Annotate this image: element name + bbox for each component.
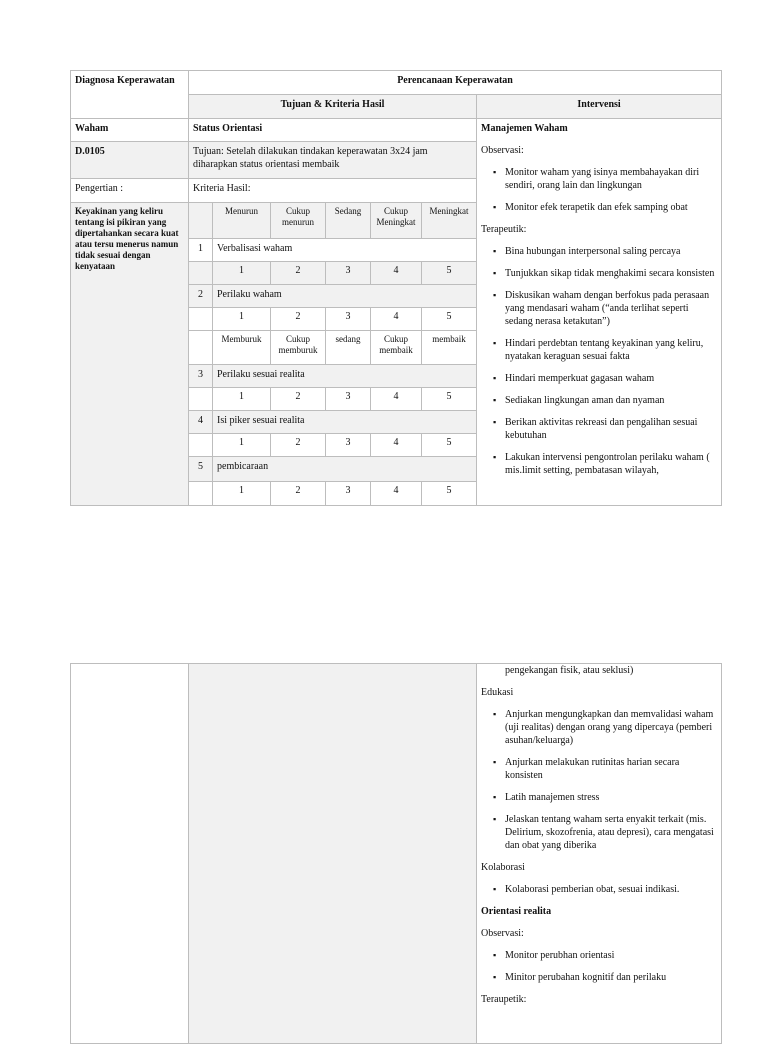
kolaborasi-label: Kolaborasi (481, 862, 525, 873)
terapeutik-label: Teraupetik: (481, 994, 527, 1005)
list-item: ▪ Latih manajemen stress (505, 791, 717, 804)
scale-header-alt-cell: Cukup memburuk (271, 331, 326, 365)
criterion-label: Verbalisasi waham (213, 239, 477, 262)
list-item: ▪ Kolaborasi pemberian obat, sesuai indikasi. (505, 883, 717, 896)
list-item: ▪ Diskusikan waham dengan berfokus pada perasaan yang mendasari waham (“anda terlihat seperti sedang nerasa ketakutan”) (505, 289, 717, 328)
list-item: ▪ Berikan aktivitas rekreasi dan pengalihan sesuai kebutuhan (505, 416, 717, 442)
score-cell: 2 (271, 308, 326, 331)
score-cell: 2 (271, 388, 326, 411)
list-item: ▪ Tunjukkan sikap tidak menghakimi secara konsisten (505, 267, 717, 280)
list-item: ▪ Monitor waham yang isinya membahayakan diri sendiri, orang lain dan lingkungan (505, 166, 717, 192)
scale-header-alt-cell: membaik (422, 331, 477, 365)
list-item: ▪ Anjurkan mengungkapkan dan memvalidasi waham (uji realitas) dengan orang yang dipercaya (pemberi asuhan/keluarga) (505, 708, 717, 747)
criterion-number: 3 (189, 365, 213, 388)
pengertian-label: Pengertian : (71, 179, 189, 203)
score-cell: 4 (371, 434, 422, 457)
list-item: ▪ Bina hubungan interpersonal saling percaya (505, 245, 717, 258)
criterion-number: 4 (189, 411, 213, 434)
scale-header-cell: Menurun (213, 203, 271, 239)
observasi-label: Observasi: (481, 928, 524, 939)
score-cell: 2 (271, 434, 326, 457)
diagnosa-code: D.0105 (71, 142, 189, 179)
criterion-number: 2 (189, 285, 213, 308)
list-item: ▪ Hindari memperkuat gagasan waham (505, 372, 717, 385)
diagnosa-empty-cell (71, 664, 189, 1044)
nursing-plan-table (70, 70, 722, 506)
score-cell: 5 (422, 388, 477, 411)
score-cell: 1 (213, 262, 271, 285)
list-item: ▪ Hindari perdebtan tentang keyakinan yang keliru, nyatakan keraguan sesuai fakta (505, 337, 717, 363)
tujuan-title: Status Orientasi (189, 119, 477, 142)
intervensi-continued-cell (477, 664, 722, 1044)
score-cell: 5 (422, 262, 477, 285)
criterion-label: Perilaku sesuai realita (213, 365, 477, 388)
scale-header-cell: Cukup menurun (271, 203, 326, 239)
criterion-label: Perilaku waham (213, 285, 477, 308)
score-cell: 2 (271, 262, 326, 285)
kriteria-label: Kriteria Hasil: (189, 179, 477, 203)
scale-header-alt-cell: Memburuk (213, 331, 271, 365)
score-cell: 3 (326, 482, 371, 506)
score-cell: 5 (422, 434, 477, 457)
score-cell: 4 (371, 388, 422, 411)
scale-header-alt-cell: sedang (326, 331, 371, 365)
diagnosa-header: Diagnosa Keperawatan (71, 71, 189, 119)
tujuan-kriteria-header: Tujuan & Kriteria Hasil (189, 95, 477, 119)
score-cell: 1 (213, 482, 271, 506)
criterion-number: 1 (189, 239, 213, 262)
perencanaan-header: Perencanaan Keperawatan (189, 71, 722, 95)
intervensi-title: Manajemen Waham (481, 123, 568, 134)
tujuan-text: Tujuan: Setelah dilakukan tindakan keperawatan 3x24 jam diharapkan status orientasi membaik (189, 142, 477, 179)
score-cell: 3 (326, 434, 371, 457)
score-cell: 4 (371, 262, 422, 285)
score-cell: 4 (371, 308, 422, 331)
nursing-plan-table-continued (70, 663, 722, 1044)
score-cell: 1 (213, 434, 271, 457)
edukasi-label: Edukasi (481, 687, 514, 698)
score-cell: 4 (371, 482, 422, 506)
scale-header-alt-cell: Cukup membaik (371, 331, 422, 365)
list-item: ▪ Monitor efek terapetik dan efek samping obat (505, 201, 717, 214)
scale-header-cell: Meningkat (422, 203, 477, 239)
diagnosa-name: Waham (71, 119, 189, 142)
criterion-label: pembicaraan (213, 457, 477, 482)
orientasi-title: Orientasi realita (481, 906, 552, 917)
criterion-number: 5 (189, 457, 213, 482)
scale-header-cell: Cukup Meningkat (371, 203, 422, 239)
score-cell: 1 (213, 388, 271, 411)
criterion-label: Isi piker sesuai realita (213, 411, 477, 434)
score-cell: 3 (326, 262, 371, 285)
list-item: ▪ Monitor perubhan orientasi (505, 949, 717, 962)
score-cell: 3 (326, 388, 371, 411)
intervensi-cell (477, 119, 722, 506)
list-item: ▪ Minitor perubahan kognitif dan perilaku (505, 971, 717, 984)
score-cell: 5 (422, 308, 477, 331)
list-item: ▪ Sediakan lingkungan aman dan nyaman (505, 394, 717, 407)
diagnosa-definition: Keyakinan yang keliru tentang isi pikiran yang dipertahankan secara kuat atau tersu menerus namun tidak sesuai dengan kenyataan (71, 203, 189, 506)
observasi-label: Observasi: (481, 145, 524, 156)
list-item: ▪ Lakukan intervensi pengontrolan perilaku waham ( mis.limit setting, pembatasan wilayah, (505, 451, 717, 477)
scale-header-cell: Sedang (326, 203, 371, 239)
score-cell: 1 (213, 308, 271, 331)
list-item: ▪ Anjurkan melakukan rutinitas harian secara konsisten (505, 756, 717, 782)
list-item: ▪ Jelaskan tentang waham serta enyakit terkait (mis. Delirium, skozofrenia, atau depresi), cara mengatasi dan obat yang diberika (505, 813, 717, 852)
score-cell: 3 (326, 308, 371, 331)
score-cell: 5 (422, 482, 477, 506)
intervensi-header: Intervensi (477, 95, 722, 119)
tujuan-empty-cell (189, 664, 477, 1044)
terapeutik-label: Terapeutik: (481, 224, 527, 235)
continued-text: pengekangan fisik, atau seklusi) (505, 665, 634, 676)
score-cell: 2 (271, 482, 326, 506)
